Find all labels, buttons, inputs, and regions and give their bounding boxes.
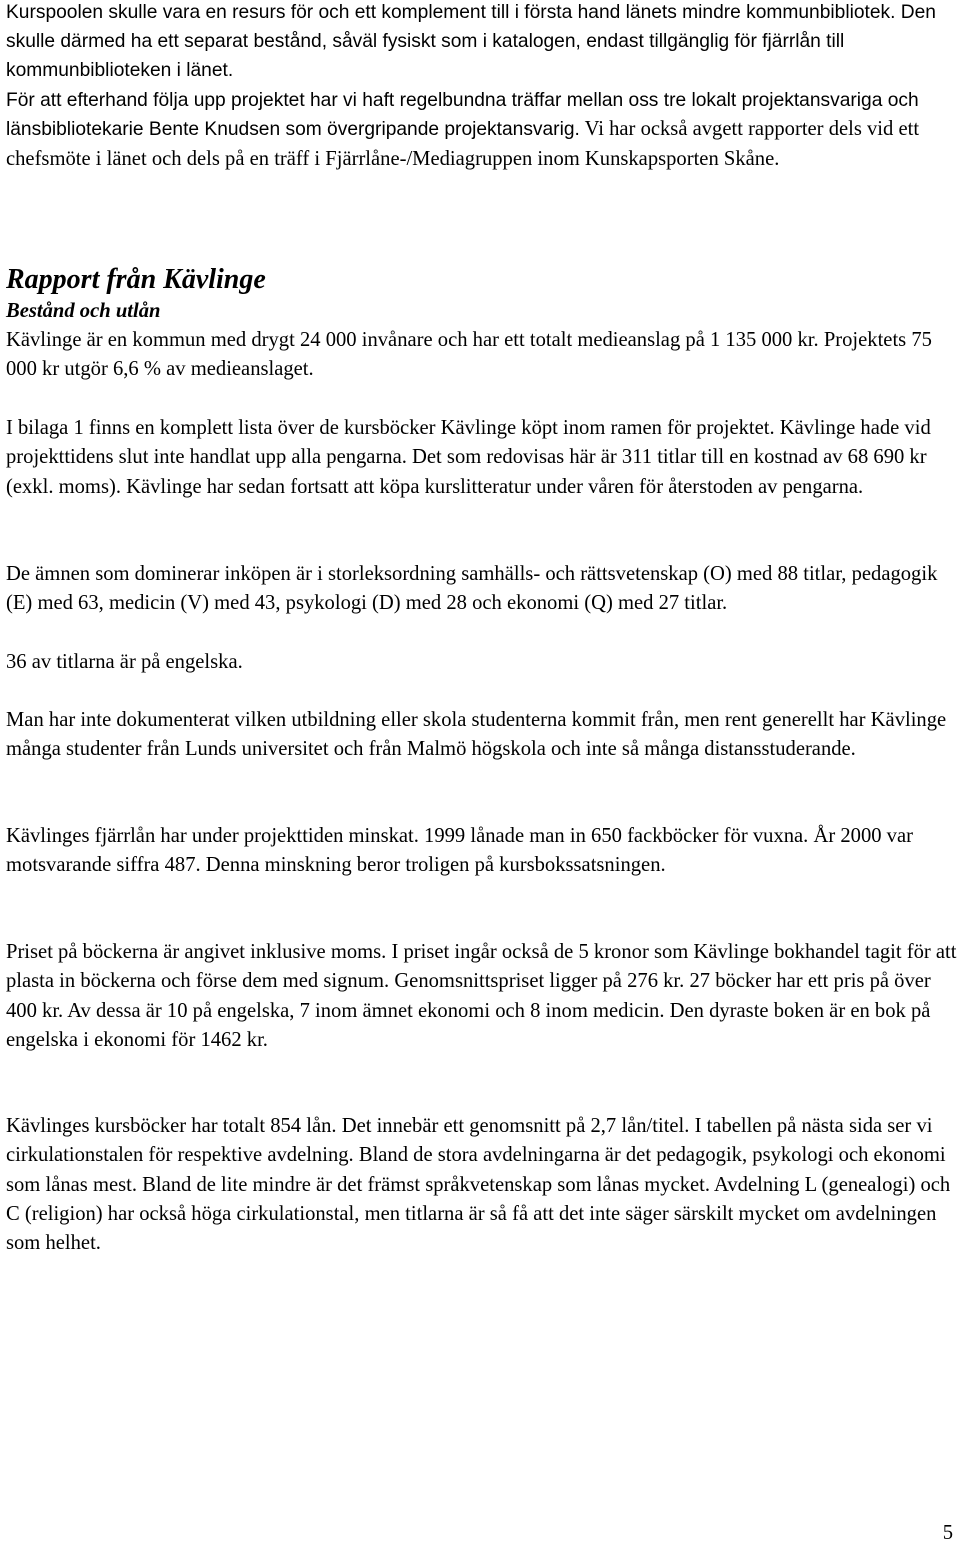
paragraph-pris: Priset på böckerna är angivet inklusive moms. I priset ingår också de 5 kronor som Kävlinge bokhandel tagit för att plasta in böckerna och förse dem med signum. Genomsnittspriset ligger på 276 kr. 27 böcker har ett pris på över 400 kr. Av dessa är 10 på engelska, 7 inom ämnet ekonomi och 8 inom medicin. Den dyraste boken är en bok på engelska i ekonomi för 1462 kr. <box>6 941 957 1051</box>
paragraph-engelska: 36 av titlarna är på engelska. <box>6 651 243 673</box>
intro-paragraph-2 <box>6 86 958 174</box>
page-number: 5 <box>942 1522 953 1544</box>
paragraph-medieanslag: Kävlinge är en kommun med drygt 24 000 invånare och har ett totalt medieanslag på 1 135 000 kr. Projektets 75 000 kr utgör 6,6 % av medieanslaget. <box>6 329 932 381</box>
paragraph-fjarrlan: Kävlinges fjärrlån har under projekttiden minskat. 1999 lånade man in 650 fackböcker för vuxna. År 2000 var motsvarande siffra 487. Denna minskning beror troligen på kursbokssatsningen. <box>6 825 913 877</box>
paragraph-bilaga: I bilaga 1 finns en komplett lista över de kursböcker Kävlinge köpt inom ramen för projektet. Kävlinge hade vid projekttidens slut inte handlat upp alla pengarna. Det som redovisas här är 311 titlar till en kostnad av 68 690 kr (exkl. moms). Kävlinge har sedan fortsatt att köpa kurslitteratur under våren för återstoden av pengarna. <box>6 417 931 498</box>
intro-paragraph-2-sans-text: För att efterhand följa upp projektet har vi haft regelbundna träffar mellan oss tre lokalt projektansvariga och länsbibliotekarie Bente Knudsen som övergripande projektansvarig. <box>6 90 919 141</box>
section-subtitle: Bestånd och utlån <box>6 300 161 322</box>
paragraph-amnen: De ämnen som dominerar inköpen är i storleksordning samhälls- och rättsvetenskap (O) med 88 titlar, pedagogik (E) med 63, medicin (V) med 43, psykologi (D) med 28 och ekonomi (Q) med 27 titlar. <box>6 563 938 615</box>
intro-paragraph-2-serif-text: Vi har också avgett rapporter dels vid ett chefsmöte i länet och dels på en träff i Fjärrlåne-/Mediagruppen inom Kunskapsporten Skåne. <box>6 118 920 170</box>
paragraph-studenter: Man har inte dokumenterat vilken utbildning eller skola studenterna kommit från, men rent generellt har Kävlinge många studenter från Lunds universitet och från Malmö högskola och inte så många distansstuderande. <box>6 709 947 761</box>
intro-paragraph-1: Kurspoolen skulle vara en resurs för och ett komplement till i första hand länets mindre kommunbibliotek. Den skulle därmed ha ett separat bestånd, såväl fysiskt som i katalogen, endast tillgänglig för fjärrlån till kommunbiblioteken i länet. <box>6 2 936 82</box>
paragraph-lan: Kävlinges kursböcker har totalt 854 lån. Det innebär ett genomsnitt på 2,7 lån/titel. I tabellen på nästa sida ser vi cirkulationstalen för respektive avdelning. Bland de stora avdelningarna är det pedagogik, psykologi och ekonomi som lånas mest. Bland de lite mindre är det främst språkvetenskap som lånas mycket. Avdelning L (genealogi) och C (religion) har också höga cirkulationstal, men titlarna är så få att det inte säger särskilt mycket om avdelningen som helhet. <box>6 1115 951 1255</box>
section-title: Rapport från Kävlinge <box>6 264 266 295</box>
